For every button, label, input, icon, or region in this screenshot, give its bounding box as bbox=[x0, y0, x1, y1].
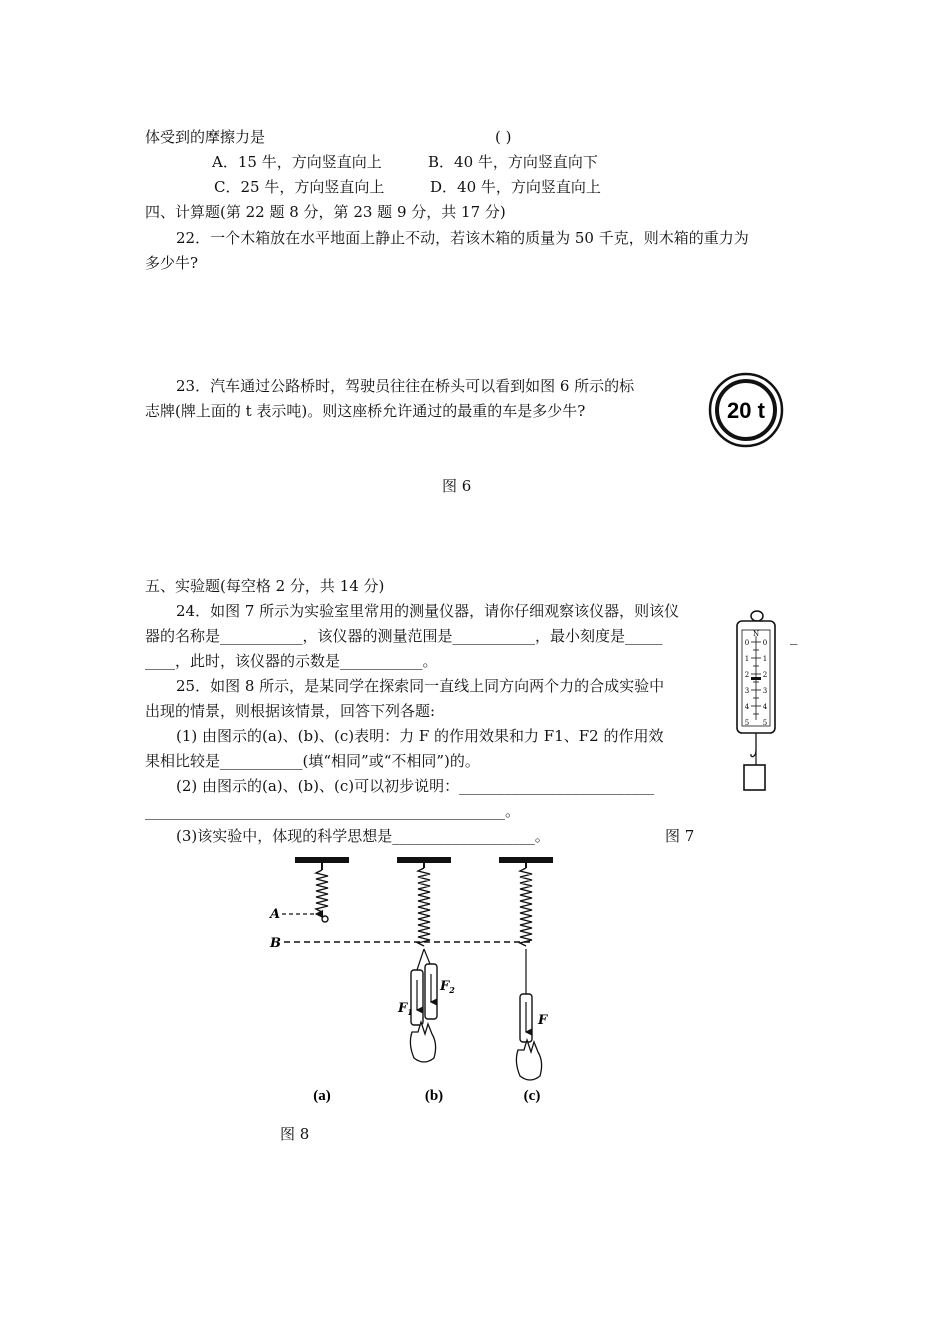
scale-mark-3-right: 3 bbox=[762, 687, 768, 695]
label-a-point: A bbox=[270, 907, 281, 922]
q23-line2: 志牌(牌上面的 t 表示吨)。则这座桥允许通过的最重的车是多少牛? bbox=[145, 402, 586, 420]
panel-b-apparatus bbox=[397, 857, 451, 1062]
q25-line1: 25．如图 8 所示，是某同学在探索同一直线上同方向两个力的合成实验中 bbox=[176, 677, 665, 695]
q24-line3: ____，此时，该仪器的示数是___________。 bbox=[145, 652, 438, 670]
label-b-point: B bbox=[270, 936, 281, 951]
q21-option-c: C．25 牛，方向竖直向上 bbox=[214, 178, 385, 196]
weight-limit-sign bbox=[706, 370, 786, 450]
scale-mark-5-right: 5 bbox=[762, 719, 768, 727]
scale-mark-4-right: 4 bbox=[762, 703, 768, 711]
q22-line2: 多少牛? bbox=[145, 254, 199, 272]
panel-a-apparatus bbox=[295, 857, 349, 922]
scale-mark-5: 5 bbox=[744, 719, 750, 727]
q23-line1: 23．汽车通过公路桥时，驾驶员往往在桥头可以看到如图 6 所示的标 bbox=[176, 377, 635, 395]
force-composition-figure bbox=[262, 852, 562, 1112]
q21-answer-blank: ( ) bbox=[495, 128, 512, 146]
scale-mark-2-right: 2 bbox=[762, 671, 768, 679]
q24-line1: 24．如图 7 所示为实验室里常用的测量仪器，请你仔细观察该仪器，则该仪 bbox=[176, 602, 680, 620]
q25-sub2-line1: (2) 由图示的(a)、(b)、(c)可以初步说明：__________________________ bbox=[176, 777, 655, 795]
figure7-caption: 图 7 bbox=[665, 827, 695, 845]
q25-sub3: (3)该实验中，体现的科学思想是___________________。 bbox=[176, 827, 550, 845]
panel-c-label: (c) bbox=[523, 1088, 541, 1104]
q25-sub1-line1: (1) 由图示的(a)、(b)、(c)表明：力 F 的作用效果和力 F1、F2 的作用效 bbox=[176, 727, 664, 745]
scale-mark-4: 4 bbox=[744, 703, 750, 711]
sign-text: 20 t bbox=[727, 398, 765, 423]
panel-c-apparatus bbox=[499, 857, 553, 1080]
scale-mark-3: 3 bbox=[744, 687, 750, 695]
q24-line2-tail: _ bbox=[790, 627, 798, 645]
scale-unit-label: N bbox=[752, 630, 760, 638]
figure8-caption: 图 8 bbox=[280, 1125, 310, 1143]
q25-sub2-line2: ________________________________________________。 bbox=[145, 802, 521, 820]
q22-line1: 22．一个木箱放在水平地面上静止不动，若该木箱的质量为 50 千克，则木箱的重力为 bbox=[176, 229, 749, 247]
q21-option-a: A．15 牛，方向竖直向上 bbox=[212, 153, 382, 171]
q25-sub1-line2: 果相比较是___________(填“相同”或“不相同”)的。 bbox=[145, 752, 480, 770]
scale-mark-1-right: 1 bbox=[762, 655, 768, 663]
q25-line2: 出现的情景，则根据该情景，回答下列各题: bbox=[145, 702, 436, 720]
scale-mark-0: 0 bbox=[744, 639, 750, 647]
q21-option-b: B．40 牛，方向竖直向下 bbox=[428, 153, 598, 171]
section5-heading: 五、实验题(每空格 2 分，共 14 分) bbox=[145, 577, 385, 595]
label-f: F bbox=[538, 1013, 548, 1028]
figure6-caption: 图 6 bbox=[442, 477, 472, 495]
label-f1: $F_1$ bbox=[398, 1001, 413, 1017]
scale-mark-2: 2 bbox=[744, 671, 750, 679]
label-f2: $F_2$ bbox=[440, 979, 455, 995]
section4-heading: 四、计算题(第 22 题 8 分，第 23 题 9 分，共 17 分) bbox=[145, 203, 506, 221]
q21-option-d: D．40 牛，方向竖直向上 bbox=[430, 178, 601, 196]
scale-mark-0-right: 0 bbox=[762, 639, 768, 647]
q24-line2: 器的名称是___________，该仪器的测量范围是___________，最小刻度是_____ bbox=[145, 627, 663, 645]
scale-mark-1: 1 bbox=[744, 655, 750, 663]
spring-balance-figure bbox=[732, 608, 792, 798]
panel-b-label: (b) bbox=[424, 1088, 444, 1104]
panel-a-label: (a) bbox=[313, 1088, 331, 1104]
q21-stem-tail: 体受到的摩擦力是 bbox=[145, 128, 266, 146]
